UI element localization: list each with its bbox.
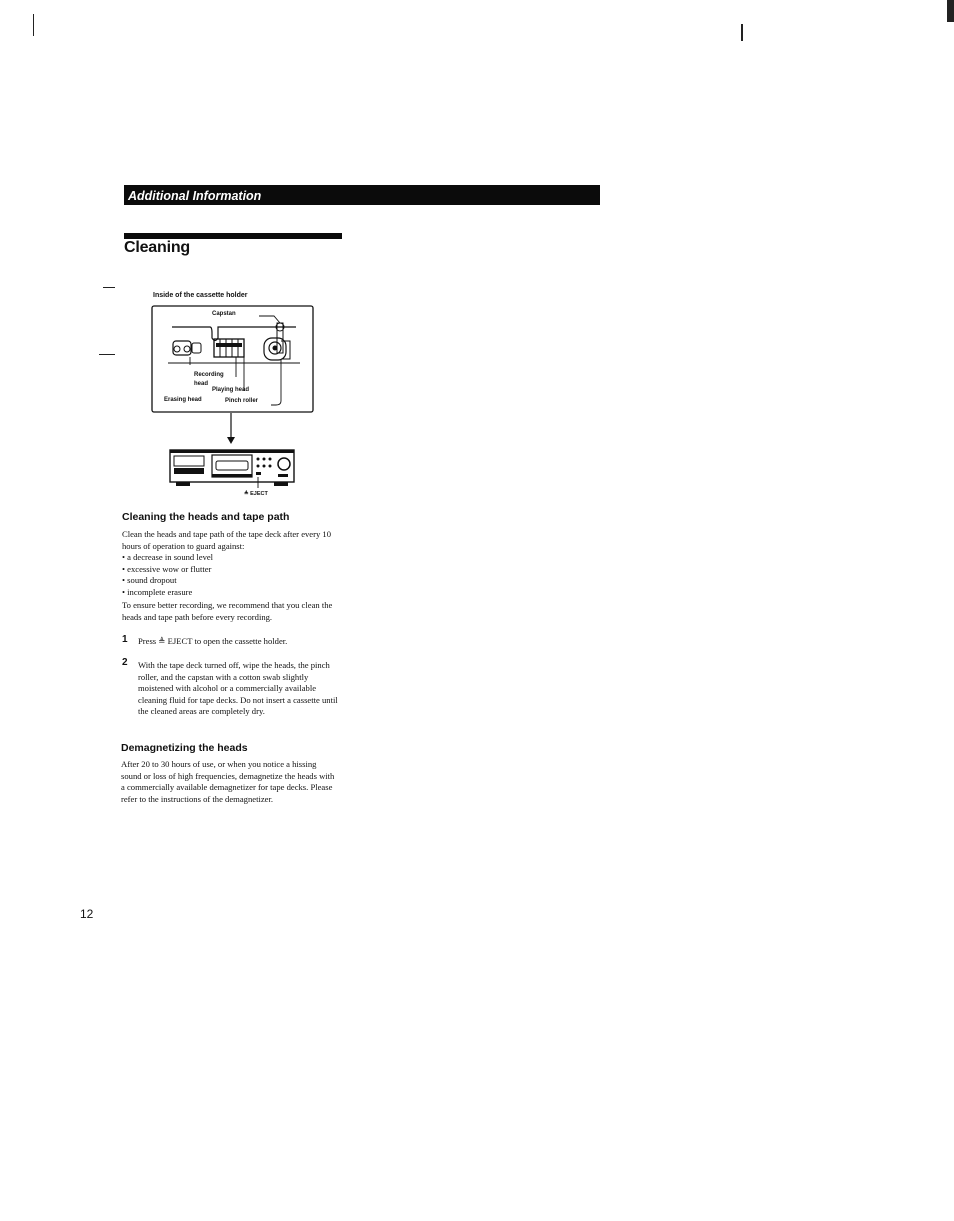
label-pinch-roller: Pinch roller	[225, 398, 259, 404]
scan-mark	[741, 24, 743, 41]
demagnetizing-heading: Demagnetizing the heads	[121, 742, 248, 754]
list-item: • sound dropout	[122, 575, 213, 587]
step-text: With the tape deck turned off, wipe the heads, the pinch roller, and the capstan with a cotton swab slightly moistened with alcohol or a commercially available cleaning fluid for tape decks. Do not insert a cassette until the cleaned areas are completely dry.	[138, 660, 338, 717]
scan-mark	[33, 14, 34, 36]
step-number: 2	[122, 657, 128, 668]
erasing-head-icon	[173, 341, 201, 355]
page-title: Cleaning	[124, 239, 190, 256]
cleaning-heading: Cleaning the heads and tape path	[122, 511, 290, 523]
diagram-caption: Inside of the cassette holder	[153, 292, 248, 299]
capstan-leader	[259, 316, 280, 323]
scan-mark	[99, 354, 115, 355]
label-playing-head: Playing head	[212, 387, 250, 393]
list-item: • incomplete erasure	[122, 587, 213, 599]
recording-playing-head-icon	[214, 339, 244, 357]
label-eject: ≜ EJECT	[244, 491, 268, 497]
label-recording-head: Recording head	[194, 372, 224, 387]
section-banner	[124, 185, 600, 205]
tape-deck-illustration	[168, 446, 296, 490]
cleaning-note: To ensure better recording, we recommend that you clean the heads and tape path before every recording.	[122, 600, 333, 622]
label-erasing-head: Erasing head	[164, 397, 202, 403]
step-number: 1	[122, 634, 128, 645]
cleaning-intro: Clean the heads and tape path of the tape deck after every 10 hours of operation to guard against:	[122, 529, 332, 551]
page-number: 12	[80, 907, 94, 921]
section-banner-text: Additional Information	[128, 189, 262, 203]
label-capstan: Capstan	[212, 311, 236, 317]
down-arrow-icon	[226, 413, 236, 445]
problem-list	[122, 552, 213, 598]
list-item: • excessive wow or flutter	[122, 564, 213, 576]
scan-mark	[947, 0, 954, 22]
step-text: Press ≜ EJECT to open the cassette holder.	[138, 636, 288, 646]
scan-mark	[103, 287, 115, 288]
demagnetizing-text: After 20 to 30 hours of use, or when you notice a hissing sound or loss of high frequencies, demagnetize the heads with a commercially available demagnetizer for tape decks. Please refer to the instructions of the demagnetizer.	[121, 759, 335, 804]
list-item: • a decrease in sound level	[122, 552, 213, 564]
